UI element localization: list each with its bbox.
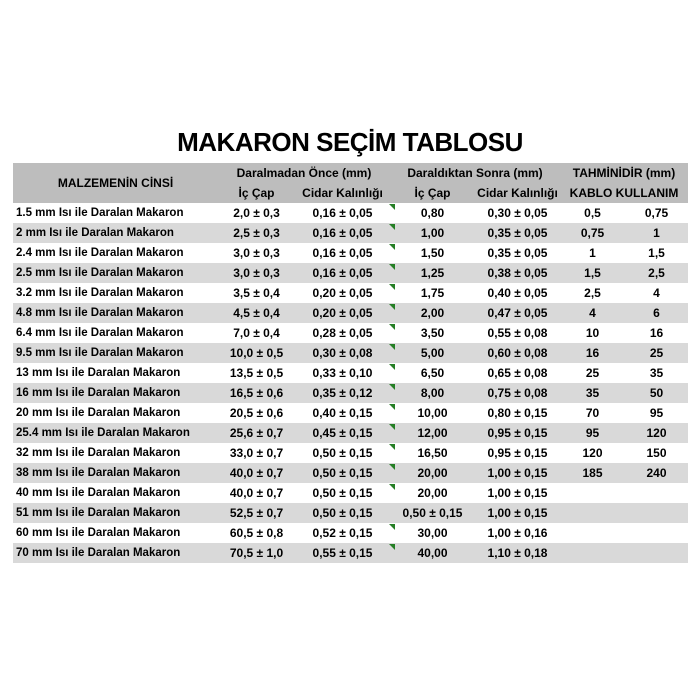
cell-ic-cap-before: 60,5 ± 0,8 xyxy=(229,526,284,540)
cell-cidar-after: 0,95 ± 0,15 xyxy=(487,426,548,440)
cell-kablo: 120 xyxy=(582,446,603,460)
cell-ic-cap-before: 52,5 ± 0,7 xyxy=(229,506,284,520)
cell-ic-cap-before: 3,5 ± 0,4 xyxy=(233,286,280,300)
cell-kullanim xyxy=(625,503,688,523)
table-row xyxy=(13,463,688,483)
cell-kullanim xyxy=(625,523,688,543)
cell-kablo: 4 xyxy=(589,306,596,320)
cell-kullanim: 4 xyxy=(653,286,660,300)
table-row xyxy=(13,423,688,443)
cell-ic-cap-before: 10,0 ± 0,5 xyxy=(229,346,284,360)
cell-kullanim: 1,5 xyxy=(648,246,665,260)
table-row xyxy=(13,203,688,223)
cell-ic-cap-before: 40,0 ± 0,7 xyxy=(229,466,284,480)
cell-ic-cap-after: 30,00 xyxy=(390,523,475,543)
table-row xyxy=(13,543,688,563)
cell-kullanim: 95 xyxy=(649,406,664,420)
cell-kullanim: 6 xyxy=(653,306,660,320)
cell-material: 6.4 mm Isı ile Daralan Makaron xyxy=(16,327,184,339)
cell-cidar-before: 0,16 ± 0,05 xyxy=(312,266,373,280)
cell-kullanim: 0,75 xyxy=(644,206,669,220)
cell-cidar-after: 0,38 ± 0,05 xyxy=(487,266,548,280)
cell-kablo: 1,5 xyxy=(584,266,601,280)
table-row xyxy=(13,243,688,263)
cell-kablo: 70 xyxy=(585,406,600,420)
cell-kablo: 1 xyxy=(589,246,596,260)
green-corner-indicator-icon xyxy=(389,264,395,270)
cell-kablo: 2,5 xyxy=(584,286,601,300)
cell-cidar-before: 0,40 ± 0,15 xyxy=(312,406,373,420)
green-corner-indicator-icon xyxy=(389,444,395,450)
cell-kablo: 16 xyxy=(585,346,600,360)
cell-ic-cap-after: 10,00 xyxy=(390,403,475,423)
cell-ic-cap-after: 20,00 xyxy=(390,463,475,483)
cell-cidar-after: 0,95 ± 0,15 xyxy=(487,446,548,460)
green-corner-indicator-icon xyxy=(389,364,395,370)
table-row xyxy=(13,503,688,523)
column-group-tahminidir: TAHMİNİDİR (mm) xyxy=(572,166,676,180)
cell-kablo: 0,75 xyxy=(580,226,605,240)
cell-ic-cap-before: 2,5 ± 0,3 xyxy=(233,226,280,240)
cell-ic-cap-after: 0,80 xyxy=(390,203,475,223)
cell-cidar-before: 0,16 ± 0,05 xyxy=(312,246,373,260)
cell-material: 3.2 mm Isı ile Daralan Makaron xyxy=(16,287,184,299)
cell-ic-cap-before: 33,0 ± 0,7 xyxy=(229,446,284,460)
cell-kablo xyxy=(560,503,625,523)
cell-kullanim: 240 xyxy=(646,466,667,480)
cell-kablo xyxy=(560,543,625,563)
cell-cidar-before: 0,20 ± 0,05 xyxy=(312,306,373,320)
cell-kullanim: 1 xyxy=(653,226,660,240)
cell-material: 13 mm Isı ile Daralan Makaron xyxy=(16,367,181,379)
cell-cidar-before: 0,45 ± 0,15 xyxy=(312,426,373,440)
cell-kablo: 35 xyxy=(585,386,600,400)
cell-kablo: 185 xyxy=(582,466,603,480)
cell-ic-cap-before: 3,0 ± 0,3 xyxy=(233,266,280,280)
table-row xyxy=(13,483,688,503)
cell-kullanim: 120 xyxy=(646,426,667,440)
cell-kablo: 95 xyxy=(585,426,600,440)
cell-cidar-after: 0,65 ± 0,08 xyxy=(487,366,548,380)
cell-cidar-after: 0,55 ± 0,08 xyxy=(487,326,548,340)
column-group-daraldiktan-sonra: Daraldıktan Sonra (mm) xyxy=(407,166,543,180)
cell-ic-cap-after: 6,50 xyxy=(390,363,475,383)
column-group-daralmadan-once: Daralmadan Önce (mm) xyxy=(236,166,372,180)
cell-ic-cap-before: 16,5 ± 0,6 xyxy=(229,386,284,400)
cell-ic-cap-before: 7,0 ± 0,4 xyxy=(233,326,280,340)
cell-ic-cap-after: 16,50 xyxy=(390,443,475,463)
cell-ic-cap-after: 40,00 xyxy=(390,543,475,563)
cell-cidar-before: 0,52 ± 0,15 xyxy=(312,526,373,540)
cell-cidar-after: 0,80 ± 0,15 xyxy=(487,406,548,420)
cell-kablo: 10 xyxy=(585,326,600,340)
green-corner-indicator-icon xyxy=(389,204,395,210)
cell-cidar-before: 0,16 ± 0,05 xyxy=(312,226,373,240)
table-row xyxy=(13,303,688,323)
cell-ic-cap-before: 3,0 ± 0,3 xyxy=(233,246,280,260)
cell-cidar-after: 0,35 ± 0,05 xyxy=(487,226,548,240)
cell-cidar-after: 0,75 ± 0,08 xyxy=(487,386,548,400)
green-corner-indicator-icon xyxy=(389,484,395,490)
table-row xyxy=(13,403,688,423)
cell-material: 70 mm Isı ile Daralan Makaron xyxy=(16,547,181,559)
green-corner-indicator-icon xyxy=(389,224,395,230)
cell-material: 20 mm Isı ile Daralan Makaron xyxy=(16,407,181,419)
green-corner-indicator-icon xyxy=(389,524,395,530)
green-corner-indicator-icon xyxy=(389,244,395,250)
cell-kablo xyxy=(560,483,625,503)
cell-cidar-before: 0,50 ± 0,15 xyxy=(312,486,373,500)
column-header-malzemenin-cinsi: MALZEMENİN CİNSİ xyxy=(57,176,174,190)
green-corner-indicator-icon xyxy=(389,344,395,350)
cell-ic-cap-before: 4,5 ± 0,4 xyxy=(233,306,280,320)
cell-kullanim: 25 xyxy=(649,346,664,360)
cell-cidar-after: 1,00 ± 0,16 xyxy=(487,526,548,540)
table-header xyxy=(13,163,688,203)
column-header-cidar-kalinligi-before: Cidar Kalınlığı xyxy=(302,186,383,200)
cell-ic-cap-after: 8,00 xyxy=(390,383,475,403)
table-row xyxy=(13,223,688,243)
cell-cidar-before: 0,20 ± 0,05 xyxy=(312,286,373,300)
cell-material: 1.5 mm Isı ile Daralan Makaron xyxy=(16,207,184,219)
cell-ic-cap-before: 2,0 ± 0,3 xyxy=(233,206,280,220)
cell-cidar-after: 1,10 ± 0,18 xyxy=(487,546,548,560)
table-body xyxy=(13,203,688,563)
cell-cidar-before: 0,33 ± 0,10 xyxy=(312,366,373,380)
cell-ic-cap-before: 40,0 ± 0,7 xyxy=(229,486,284,500)
cell-ic-cap-after: 1,25 xyxy=(390,263,475,283)
cell-kablo: 25 xyxy=(585,366,600,380)
cell-cidar-after: 0,40 ± 0,05 xyxy=(487,286,548,300)
column-header-ic-cap-before: İç Çap xyxy=(238,186,275,200)
cell-cidar-before: 0,50 ± 0,15 xyxy=(312,446,373,460)
cell-kablo: 0,5 xyxy=(584,206,601,220)
cell-material: 60 mm Isı ile Daralan Makaron xyxy=(16,527,181,539)
cell-kablo xyxy=(560,523,625,543)
cell-ic-cap-after: 3,50 xyxy=(390,323,475,343)
cell-material: 40 mm Isı ile Daralan Makaron xyxy=(16,487,181,499)
cell-kullanim: 35 xyxy=(649,366,664,380)
cell-cidar-after: 1,00 ± 0,15 xyxy=(487,506,548,520)
cell-cidar-after: 0,35 ± 0,05 xyxy=(487,246,548,260)
table-row xyxy=(13,363,688,383)
cell-ic-cap-after: 5,00 xyxy=(390,343,475,363)
cell-cidar-before: 0,35 ± 0,12 xyxy=(312,386,373,400)
table-row xyxy=(13,383,688,403)
cell-material: 38 mm Isı ile Daralan Makaron xyxy=(16,467,181,479)
cell-material: 2.5 mm Isı ile Daralan Makaron xyxy=(16,267,184,279)
column-header-kablo-kullanim: KABLO KULLANIM xyxy=(569,186,679,200)
table-row xyxy=(13,343,688,363)
table-row xyxy=(13,523,688,543)
table-row xyxy=(13,443,688,463)
cell-cidar-after: 0,30 ± 0,05 xyxy=(487,206,548,220)
green-corner-indicator-icon xyxy=(389,464,395,470)
cell-material: 16 mm Isı ile Daralan Makaron xyxy=(16,387,181,399)
cell-kullanim: 16 xyxy=(649,326,664,340)
cell-kullanim xyxy=(625,483,688,503)
green-corner-indicator-icon xyxy=(389,424,395,430)
cell-material: 2 mm Isı ile Daralan Makaron xyxy=(16,227,174,239)
green-corner-indicator-icon xyxy=(389,284,395,290)
green-corner-indicator-icon xyxy=(389,544,395,550)
cell-ic-cap-after: 0,50 ± 0,15 xyxy=(402,506,463,520)
green-corner-indicator-icon xyxy=(389,304,395,310)
green-corner-indicator-icon xyxy=(389,404,395,410)
cell-material: 25.4 mm Isı ile Daralan Makaron xyxy=(16,427,190,439)
cell-cidar-after: 1,00 ± 0,15 xyxy=(487,466,548,480)
cell-cidar-after: 1,00 ± 0,15 xyxy=(487,486,548,500)
cell-cidar-before: 0,28 ± 0,05 xyxy=(312,326,373,340)
table-row xyxy=(13,283,688,303)
green-corner-indicator-icon xyxy=(389,384,395,390)
cell-kullanim: 150 xyxy=(646,446,667,460)
cell-ic-cap-after: 1,50 xyxy=(390,243,475,263)
cell-ic-cap-after: 2,00 xyxy=(390,303,475,323)
green-corner-indicator-icon xyxy=(389,324,395,330)
cell-ic-cap-after: 12,00 xyxy=(390,423,475,443)
cell-kullanim: 50 xyxy=(649,386,664,400)
cell-material: 51 mm Isı ile Daralan Makaron xyxy=(16,507,181,519)
cell-ic-cap-after: 1,75 xyxy=(390,283,475,303)
page-title: MAKARON SEÇİM TABLOSU xyxy=(177,127,523,157)
table-row xyxy=(13,263,688,283)
cell-ic-cap-before: 25,6 ± 0,7 xyxy=(229,426,284,440)
cell-material: 2.4 mm Isı ile Daralan Makaron xyxy=(16,247,184,259)
makaron-selection-table xyxy=(13,163,688,563)
cell-material: 4.8 mm Isı ile Daralan Makaron xyxy=(16,307,184,319)
cell-cidar-after: 0,47 ± 0,05 xyxy=(487,306,548,320)
cell-ic-cap-before: 20,5 ± 0,6 xyxy=(229,406,284,420)
cell-material: 32 mm Isı ile Daralan Makaron xyxy=(16,447,181,459)
cell-ic-cap-after: 1,00 xyxy=(390,223,475,243)
cell-cidar-before: 0,55 ± 0,15 xyxy=(312,546,373,560)
column-header-ic-cap-after: İç Çap xyxy=(414,186,451,200)
cell-kullanim xyxy=(625,543,688,563)
column-header-cidar-kalinligi-after: Cidar Kalınlığı xyxy=(477,186,558,200)
cell-ic-cap-after: 20,00 xyxy=(390,483,475,503)
cell-cidar-before: 0,30 ± 0,08 xyxy=(312,346,373,360)
cell-ic-cap-before: 70,5 ± 1,0 xyxy=(229,546,284,560)
cell-material: 9.5 mm Isı ile Daralan Makaron xyxy=(16,347,184,359)
table-row xyxy=(13,323,688,343)
cell-cidar-before: 0,16 ± 0,05 xyxy=(312,206,373,220)
cell-ic-cap-before: 13,5 ± 0,5 xyxy=(229,366,284,380)
cell-kullanim: 2,5 xyxy=(648,266,665,280)
cell-cidar-before: 0,50 ± 0,15 xyxy=(312,466,373,480)
cell-cidar-before: 0,50 ± 0,15 xyxy=(312,506,373,520)
cell-cidar-after: 0,60 ± 0,08 xyxy=(487,346,548,360)
